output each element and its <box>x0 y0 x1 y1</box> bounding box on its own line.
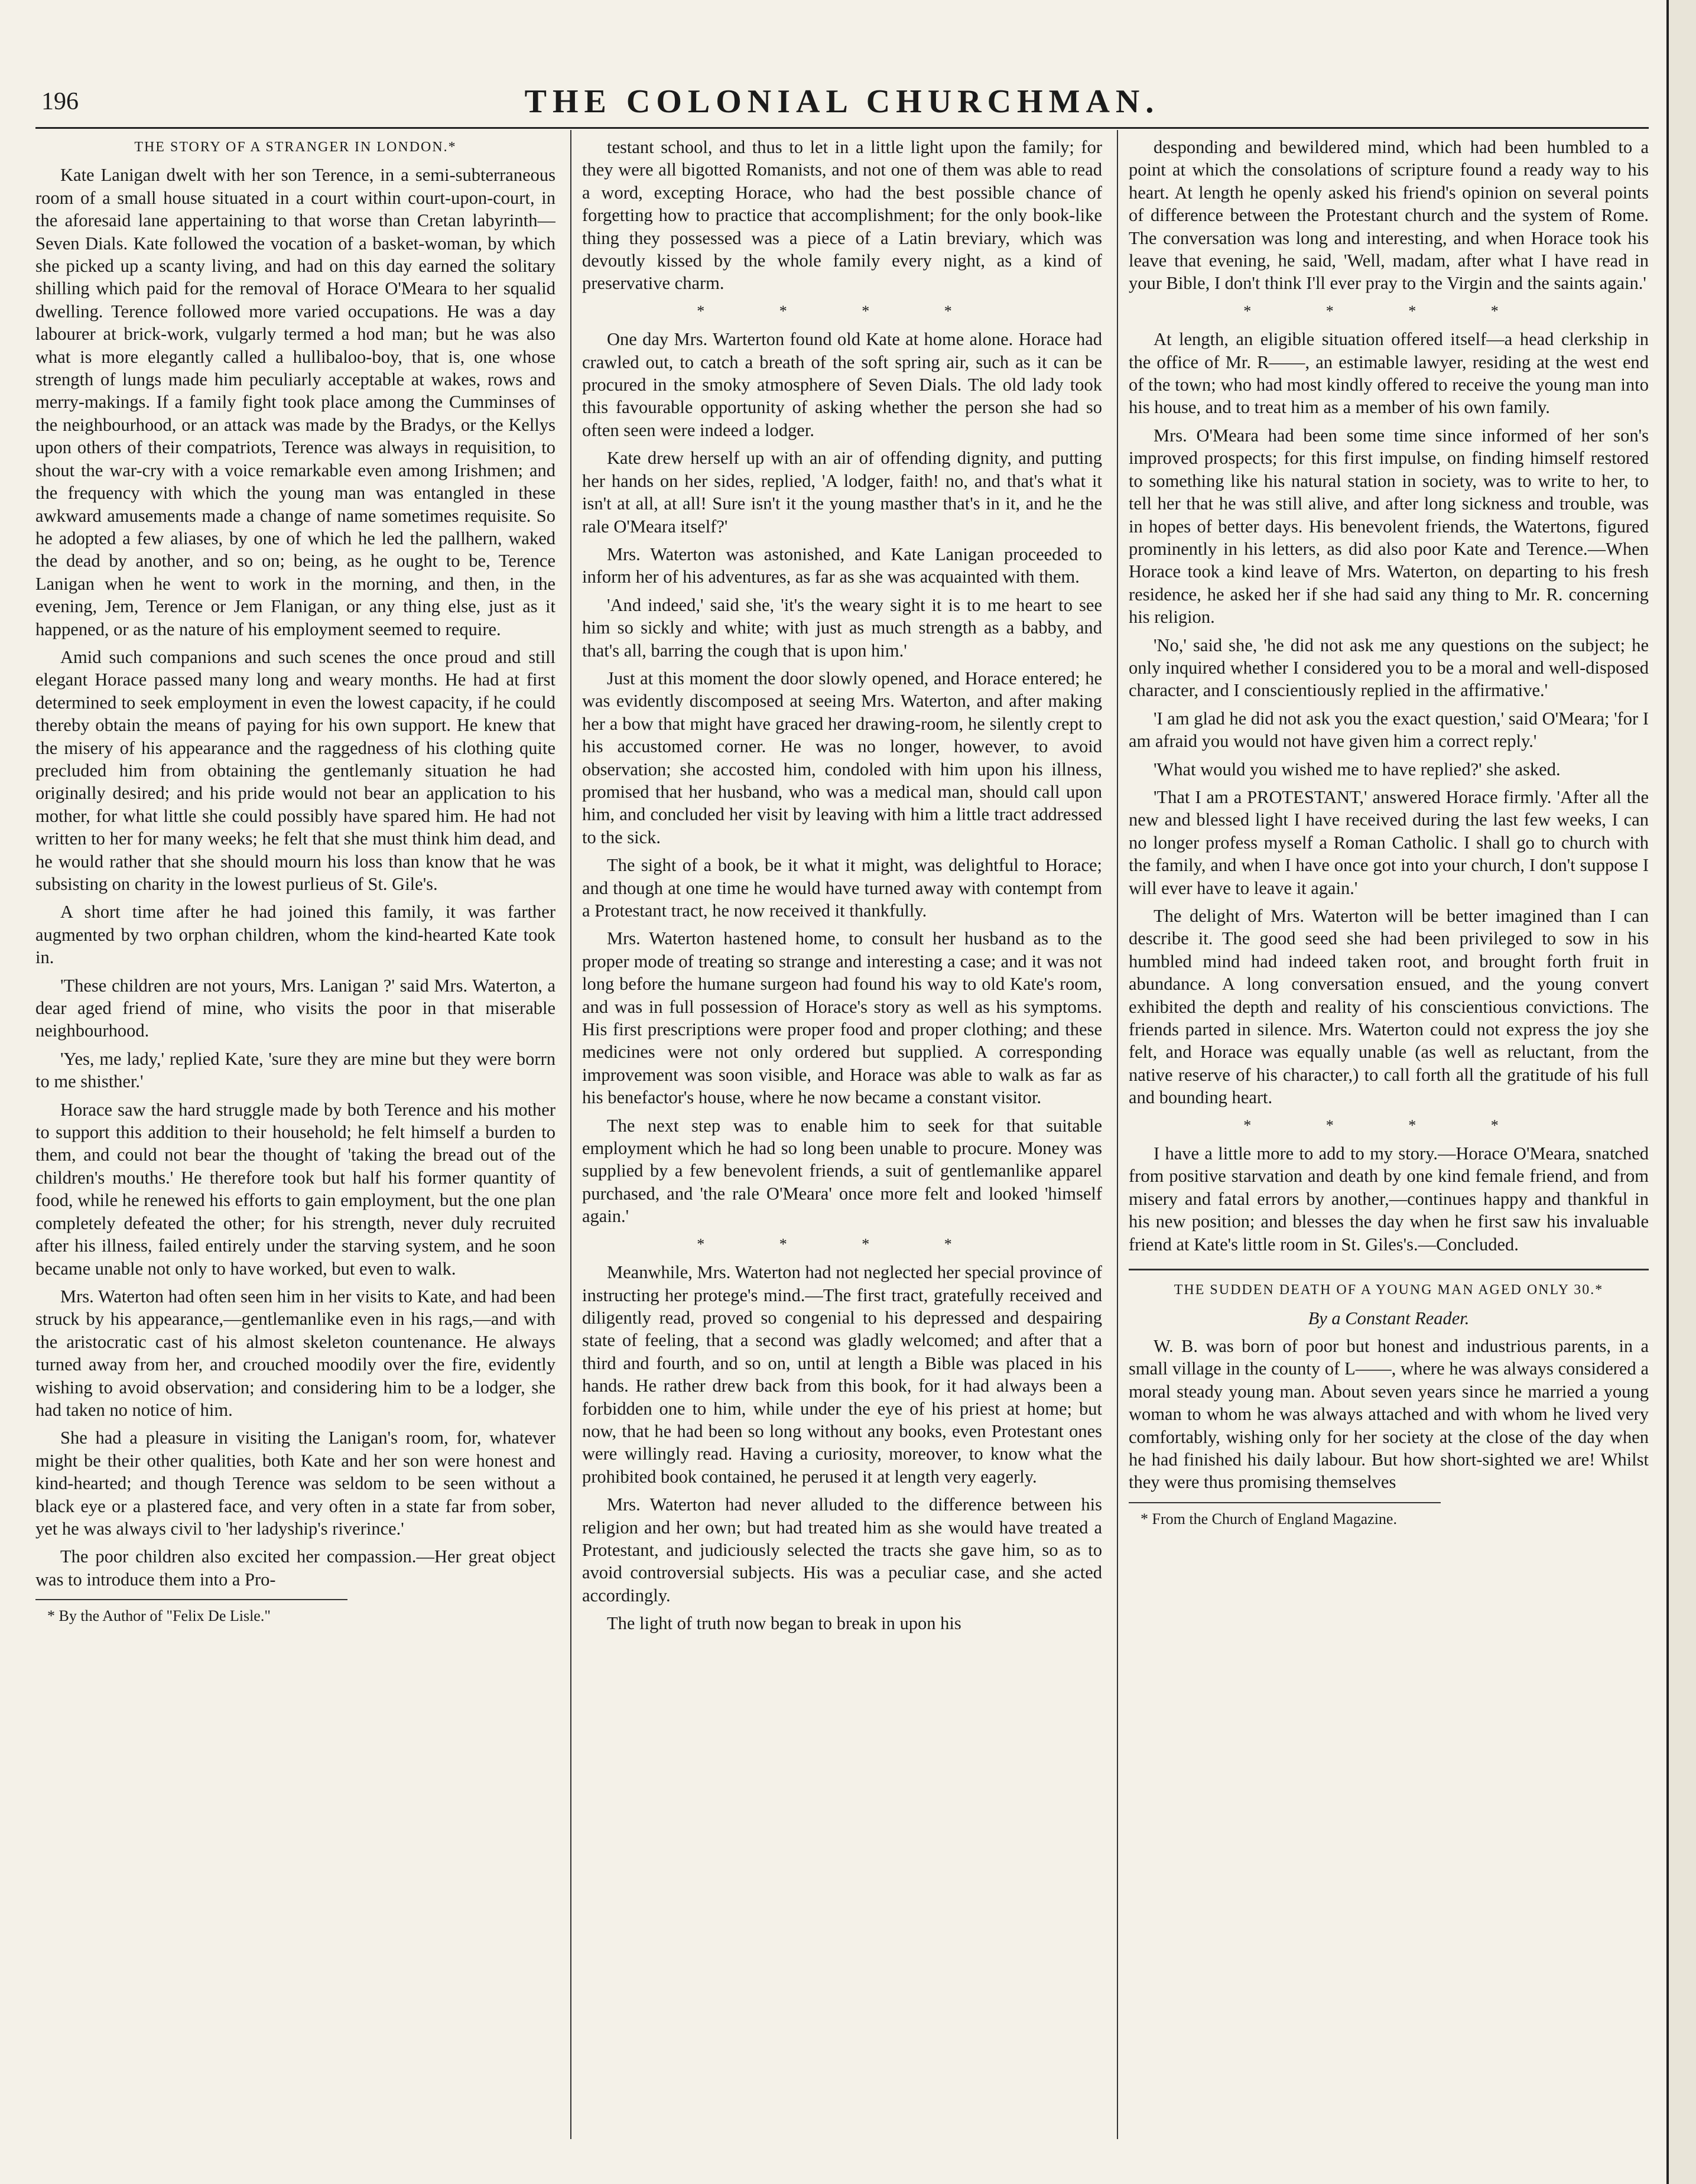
column-1 <box>35 136 555 2121</box>
paragraph: Mrs. Waterton had never alluded to the difference between his religion and her own; but had treated him as she would have treated a Protestant, and judiciously selected the tracts she gave him, so as to avoid controversial subjects. His was a peculiar case, and she acted accordingly. <box>582 1494 1102 1606</box>
paragraph: One day Mrs. Warterton found old Kate at home alone. Horace had crawled out, to catch a breath of the soft spring air, such as it can be procured in the smoky atmosphere of Seven Dials. The old lady took this favourable opportunity of asking whether the person she had so often seen were indeed a lodger. <box>582 329 1102 440</box>
paragraph: Mrs. Waterton had often seen him in her visits to Kate, and had been struck by his appearance,—gentlemanlike even in his rags,—and with the aristocratic cast of his almost skeleton countenance. He always turned away from her, and crouched moodily over the fire, evidently wishing to avoid observation; and considering him to be a lodger, she had taken no notice of him. <box>35 1286 555 1420</box>
paragraph: Mrs. Waterton hastened home, to consult her husband as to the proper mode of treating so strange and interesting a case; and it was not long before the humane surgeon had found his way to old Kate's room, and was in full possession of Horace's story as well as his symptoms. His first prescriptions were proper food and proper clothing; and these medicines were not only ordered but supplied. A corresponding improvement was soon visible, and Horace was able to walk as far as his benefactor's house, where he now became a constant visitor. <box>582 928 1102 1108</box>
page-number: 196 <box>41 88 79 115</box>
column-rule <box>570 130 571 2139</box>
paragraph: Just at this moment the door slowly opened, and Horace entered; he was evidently discomposed at seeing Mrs. Waterton, and after making her a bow that might have graced her drawing-room, he silently crept to his accustomed corner. He was no longer, however, to avoid observation; she accosted him, condoled with him upon his illness, promised that her husband, who was a medical man, should call upon him, and concluded her visit by leaving with him a little tract addressed to the sick. <box>582 668 1102 847</box>
article-title: THE SUDDEN DEATH OF A YOUNG MAN AGED ONLY 30.* <box>1174 1282 1604 1298</box>
paragraph: desponding and bewildered mind, which had been humbled to a point at which the consolations of scripture found a ready way to his heart. At length he openly asked his friend's opinion on several points of difference between the Protestant church and the system of Rome. The conversation was long and interesting, and when Horace took his leave that evening, he said, 'Well, madam, after what I have read in your Bible, I don't think I'll ever pray to the Virgin and the saints again.' <box>1129 137 1649 294</box>
paragraph: The light of truth now began to break in upon his <box>607 1613 961 1634</box>
footnote: * From the Church of England Magazine. <box>1141 1510 1397 1528</box>
paragraph: At length, an eligible situation offered itself—a head clerkship in the office of Mr. R——, an estimable lawyer, residing at the west end of the town; who had most kindly offered to receive the young man into his house, and to treat him as a member of his own family. <box>1129 329 1649 418</box>
paper-title: THE COLONIAL CHURCHMAN. <box>524 83 1160 120</box>
masthead <box>35 83 1649 124</box>
paragraph: Kate drew herself up with an air of offending dignity, and putting her hands on her sides, replied, 'A lodger, faith! no, and that's what it isn't at all, at all! Sure isn't it the young masther that's in it, and he the rale O'Meara itself?' <box>582 448 1102 537</box>
paragraph: The poor children also excited her compassion.—Her great object was to introduce them into a Pro- <box>35 1546 555 1590</box>
footnote: * By the Author of "Felix De Lisle." <box>47 1607 271 1625</box>
column-rule <box>1117 130 1118 2139</box>
footnote-rule <box>35 1599 347 1600</box>
paragraph: 'And indeed,' said she, 'it's the weary sight it is to me heart to see him so sickly and white; with just as much strength as a babby, and that's all, barring the cough that is upon him.' <box>582 594 1102 661</box>
paragraph: 'What would you wished me to have replied?' she asked. <box>1154 759 1561 779</box>
footnote-rule <box>1129 1502 1441 1503</box>
section-break: * * * * <box>697 1235 987 1253</box>
story-title: THE STORY OF A STRANGER IN LONDON.* <box>134 139 457 155</box>
paragraph: W. B. was born of poor but honest and industrious parents, in a small village in the county of L——, where he was always considered a moral steady young man. About seven years since he married a young woman to whom he was always attached and with whom he lived very comfortably, wishing only for her society at the close of the day when he had finished his daily labour. But how short-sighted we are! Whilst they were thus promising themselves <box>1129 1335 1649 1493</box>
column-3 <box>1129 136 1649 2121</box>
article-separator <box>1129 1269 1649 1270</box>
paragraph: 'These children are not yours, Mrs. Lanigan ?' said Mrs. Waterton, a dear aged friend of mine, who visits the poor in that miserable neighbourhood. <box>35 975 555 1041</box>
paragraph: 'Yes, me lady,' replied Kate, 'sure they are mine but they were borrn to me shisther.' <box>35 1048 555 1092</box>
masthead-rule <box>35 127 1649 129</box>
paragraph: Mrs. Waterton was astonished, and Kate Lanigan proceeded to inform her of his adventures, as far as she was acquainted with them. <box>582 544 1102 587</box>
paragraph: The sight of a book, be it what it might, was delightful to Horace; and though at one time he would have turned away with contempt from a Protestant tract, he now received it thankfully. <box>582 855 1102 921</box>
paragraph: I have a little more to add to my story.—Horace O'Meara, snatched from positive starvation and death by one kind female friend, and from misery and fatal errors by another,—continues happy and thankful in his new position; and blesses the day when he first saw his invaluable friend at Kate's little room in St. Giles's.—Concluded. <box>1129 1143 1649 1254</box>
column-2 <box>582 136 1102 2121</box>
paragraph: Horace saw the hard struggle made by both Terence and his mother to support this addition to their household; he felt himself a burden to them, and could not bear the thought of 'taking the bread out of the children's mouths.' He therefore took but half his former quantity of food, while he renewed his efforts to gain employment, but the one plan completely defeated the other; for his strength, never duly recruited after his illness, failed entirely under the starving system, and he soon became unable not only to have worked, but even to walk. <box>35 1099 555 1279</box>
paragraph: testant school, and thus to let in a little light upon the family; for they were all bigotted Romanists, and not one of them was able to read a word, excepting Horace, who had the best possible chance of forgetting how to practice that accomplishment; for the only book-like thing they possessed was a piece of a Latin breviary, which was devoutly kissed by the whole family every night, as a kind of preservative charm. <box>582 137 1102 294</box>
paragraph: 'That I am a PROTESTANT,' answered Horace firmly. 'After all the new and blessed light I have received during the last few weeks, I can no longer profess myself a Roman Catholic. I shall go to church with the family, and when I have once got into your church, I don't suppose I will ever have to leave it again.' <box>1129 786 1649 898</box>
paragraph: A short time after he had joined this family, it was farther augmented by two orphan children, whom the kind-hearted Kate took in. <box>35 902 555 968</box>
section-break: * * * * <box>697 302 987 320</box>
paragraph: Meanwhile, Mrs. Waterton had not neglected her special province of instructing her protege's mind.—The first tract, gratefully received and diligently read, proved so congenial to his depressed and despairing state of feeling, that a second was gladly welcomed; and after that a third and fourth, and so on, until at length a Bible was placed in his hands. He rather drew back from this book, for it had always been a forbidden one to him, while under the eye of his priest at home; but now, that he had been so long without any books, even Protestant ones were willingly read. Having a curiosity, moreover, to know what the prohibited book contained, he perused it at length very eagerly. <box>582 1262 1102 1487</box>
paragraph: 'I am glad he did not ask you the exact question,' said O'Meara; 'for I am afraid you would not have given him a correct reply.' <box>1129 708 1649 752</box>
paragraph: Mrs. O'Meara had been some time since informed of her son's improved prospects; for this first impulse, on finding himself restored to something like his natural station in society, was to write to her, to tell her that he was still alive, and after long sickness and trouble, was in hopes of better days. His benevolent friends, the Watertons, figured prominently in his letters, as did also poor Kate and Terence.—When Horace took a kind leave of Mrs. Waterton, on departing to his fresh residence, he asked her if she had said any thing to Mr. R. concerning his religion. <box>1129 425 1649 628</box>
paragraph: 'No,' said she, 'he did not ask me any questions on the subject; he only inquired whether I considered you to be a moral and well-disposed character, and I conscientiously replied in the affirmative.' <box>1129 635 1649 701</box>
paragraph: The delight of Mrs. Waterton will be better imagined than I can describe it. The good seed she had been privileged to sow in his humbled mind had indeed taken root, and brought forth fruit in abundance. A long conversation ensued, and the young convert exhibited the depth and reality of his conscientious convictions. The friends parted in silence. Mrs. Waterton could not express the joy she felt, and Horace was equally unable (as well as reluctant, from the native reserve of his character,) to call forth all the gratitude of his full and bounding heart. <box>1129 906 1649 1108</box>
adjacent-page-edge <box>1666 0 1696 2184</box>
paragraph: The next step was to enable him to seek for that suitable employment which he had so long been unable to procure. Money was supplied by a few benevolent friends, a suit of gentlemanlike apparel purchased, and 'the rale O'Meara' once more felt and looked 'himself again.' <box>582 1115 1102 1227</box>
paragraph: She had a pleasure in visiting the Lanigan's room, for, whatever might be their other qualities, both Kate and her son were honest and kind-hearted; and though Terence was seldom to be seen without a black eye or a plastered face, and very often in a state far from sober, yet he was always civil to 'her ladyship's riverince.' <box>35 1428 555 1539</box>
paragraph: Kate Lanigan dwelt with her son Terence, in a semi-subterraneous room of a small house situated in a court within court-upon-court, in the aforesaid lane appertaining to that worse than Cretan labyrinth—Seven Dials. Kate followed the vocation of a basket-woman, by which she picked up a scanty living, and had on this day earned the solitary shilling which paid for the removal of Horace O'Meara to her squalid dwelling. Terence followed more varied occupations. He was a day labourer at brick-work, vulgarly termed a hod man; but he was also what is more elegantly called a hullibaloo-boy, that is, one whose strength of lungs made him peculiarly acceptable at wakes, rows and merry-makings. If a family fight took place among the Cumminses of the neighbourhood, or an attack was made by the Bradys, or the Kellys upon others of their compatriots, Terence was always in requisition, to shout the war-cry with a voice remarkable even among Irishmen; and the frequency with which the young man was entangled in these awkward amusements made a change of name sometimes requisite. So he adopted a few aliases, by one of which he led the pallhern, waked the dead by another, and so on; being, as he ought to be, Terence Lanigan when he went to work in the morning, and then, in the evening, Jem, Terence or Jem Flanigan, or any thing else, just as it happened, or as the nature of his employment seemed to require. <box>35 165 555 639</box>
byline: By a Constant Reader. <box>1308 1308 1470 1328</box>
paragraph: Amid such companions and such scenes the once proud and still elegant Horace passed many long and weary months. He had at first determined to seek employment in even the lowest capacity, if he could thereby obtain the means of paying for his own support. He knew that the misery of his appearance and the raggedness of his clothing quite precluded him from obtaining the gentlemanly situation he had originally desired; and his pride would not bear an application to his mother, for what little she could possibly have spared him. He had not written to her for many weeks; he felt that she must think him dead, and he would rather that she should mourn his loss than know that he was subsisting on charity in the lowest purlieus of St. Gile's. <box>35 646 555 894</box>
newspaper-page <box>35 83 1649 2139</box>
section-break: * * * * <box>1243 1116 1534 1134</box>
section-break: * * * * <box>1243 302 1534 320</box>
